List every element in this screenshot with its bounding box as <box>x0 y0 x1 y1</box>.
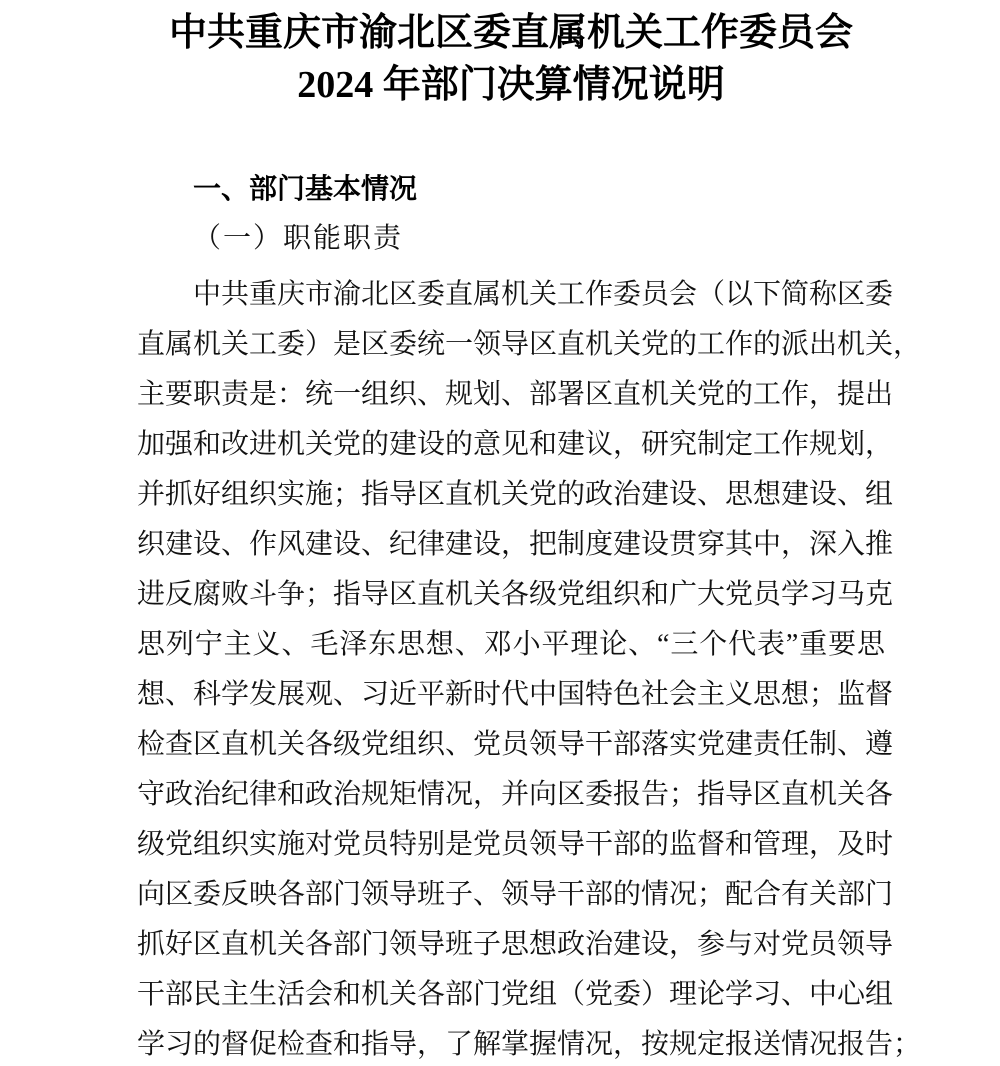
body-paragraph <box>137 270 922 1066</box>
paragraph-line: 级党组织实施对党员特别是党员领导干部的监督和管理，及时 <box>137 829 894 860</box>
paragraph-line: 想、科学发展观、习近平新时代中国特色社会主义思想；监督 <box>137 679 894 710</box>
document-title-line1: 中共重庆市渝北区委直属机关工作委员会 <box>168 12 853 54</box>
paragraph-line: 思列宁主义、毛泽东思想、邓小平理论、“三个代表”重要思 <box>137 629 885 660</box>
paragraph-line: 并抓好组织实施；指导区直机关党的政治建设、思想建设、组 <box>137 479 894 510</box>
paragraph-line: 中共重庆市渝北区委直属机关工作委员会（以下简称区委 <box>193 279 894 310</box>
subsection-heading: （一）职能职责 <box>193 223 404 254</box>
section-heading: 一、部门基本情况 <box>193 173 418 204</box>
paragraph-line: 主要职责是：统一组织、规划、部署区直机关党的工作，提出 <box>137 379 894 410</box>
document-content <box>137 7 922 1066</box>
paragraph-line: 加强和改进机关党的建设的意见和建议，研究制定工作规划， <box>137 429 894 460</box>
paragraph-line: 学习的督促检查和指导，了解掌握情况，按规定报送情况报告； <box>137 1029 922 1060</box>
document-title <box>137 7 885 111</box>
paragraph-line: 织建设、作风建设、纪律建设，把制度建设贯穿其中，深入推 <box>137 529 894 560</box>
document-title-line2: 2024 年部门决算情况说明 <box>297 64 725 106</box>
paragraph-line: 干部民主生活会和机关各部门党组（党委）理论学习、中心组 <box>137 979 894 1010</box>
paragraph-line: 进反腐败斗争；指导区直机关各级党组织和广大党员学习马克 <box>137 579 894 610</box>
paragraph-line: 直属机关工委）是区委统一领导区直机关党的工作的派出机关， <box>137 329 922 360</box>
paragraph-line: 抓好区直机关各部门领导班子思想政治建设，参与对党员领导 <box>137 929 894 960</box>
paragraph-line: 检查区直机关各级党组织、党员领导干部落实党建责任制、遵 <box>137 729 894 760</box>
paragraph-line: 向区委反映各部门领导班子、领导干部的情况；配合有关部门 <box>137 879 894 910</box>
paragraph-line: 守政治纪律和政治规矩情况，并向区委报告；指导区直机关各 <box>137 779 894 810</box>
